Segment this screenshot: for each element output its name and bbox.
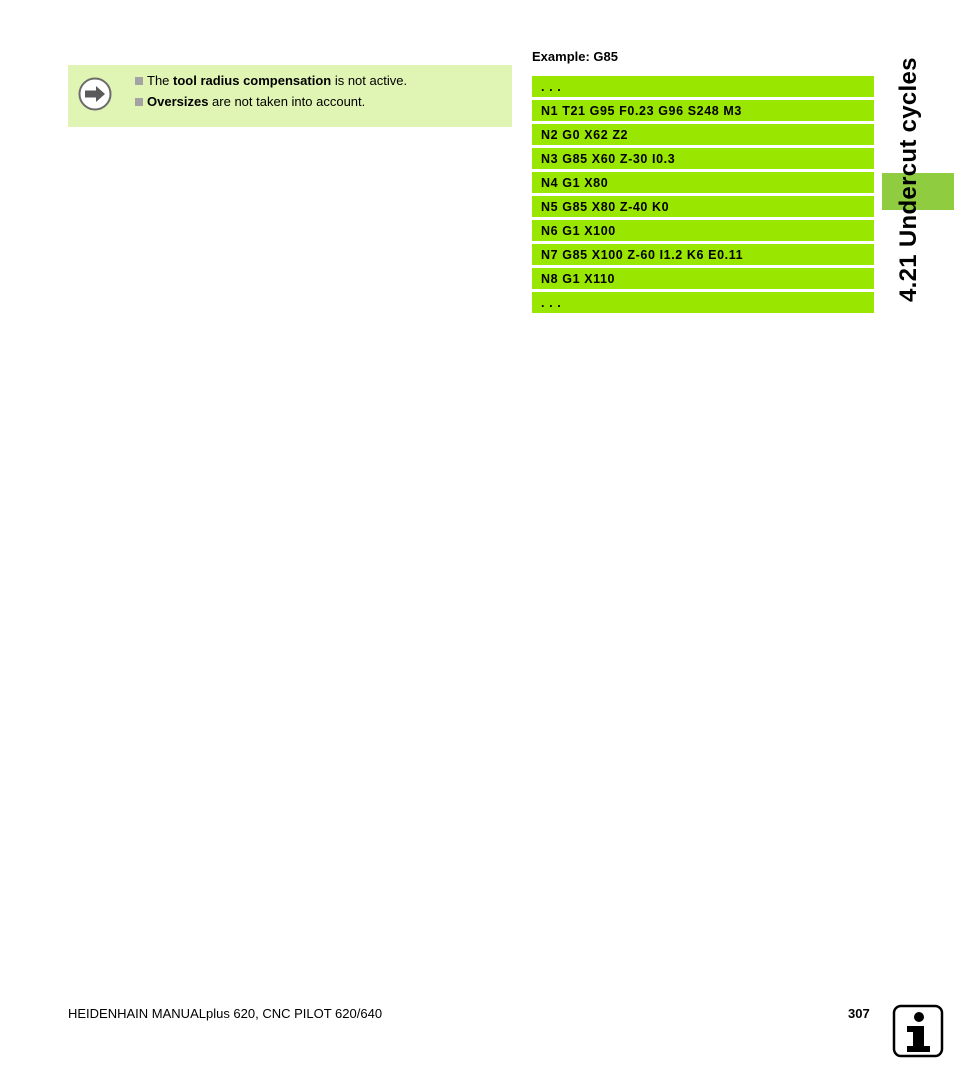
arrow-right-icon — [78, 77, 112, 111]
bullet-icon — [135, 98, 143, 106]
code-row: N5 G85 X80 Z-40 K0 — [532, 196, 874, 217]
section-title: 4.21 Undercut cycles — [895, 57, 922, 302]
code-row: N6 G1 X100 — [532, 220, 874, 241]
note-text: are not taken into account. — [208, 94, 366, 109]
note-line-oversizes — [135, 91, 407, 112]
page-number: 307 — [848, 1006, 870, 1021]
code-row: N4 G1 X80 — [532, 172, 874, 193]
code-row: N7 G85 X100 Z-60 I1.2 K6 E0.11 — [532, 244, 874, 265]
note-box — [68, 65, 512, 127]
footer-manual-text: HEIDENHAIN MANUALplus 620, CNC PILOT 620/640 — [68, 1006, 383, 1021]
code-row: N8 G1 X110 — [532, 268, 874, 289]
code-row: . . . — [532, 76, 874, 97]
bullet-icon — [135, 77, 143, 85]
code-row: . . . — [532, 292, 874, 313]
code-row: N2 G0 X62 Z2 — [532, 124, 874, 145]
example-title: Example: G85 — [532, 49, 618, 64]
code-row: N1 T21 G95 F0.23 G96 S248 M3 — [532, 100, 874, 121]
note-text: The — [147, 73, 174, 88]
note-emphasis: Oversizes — [147, 94, 209, 109]
code-listing — [532, 76, 874, 316]
code-row: N3 G85 X60 Z-30 I0.3 — [532, 148, 874, 169]
note-text: is not active. — [331, 73, 408, 88]
info-icon — [892, 1004, 944, 1058]
note-emphasis: tool radius compensation — [173, 73, 332, 88]
note-line-radius — [135, 70, 407, 91]
